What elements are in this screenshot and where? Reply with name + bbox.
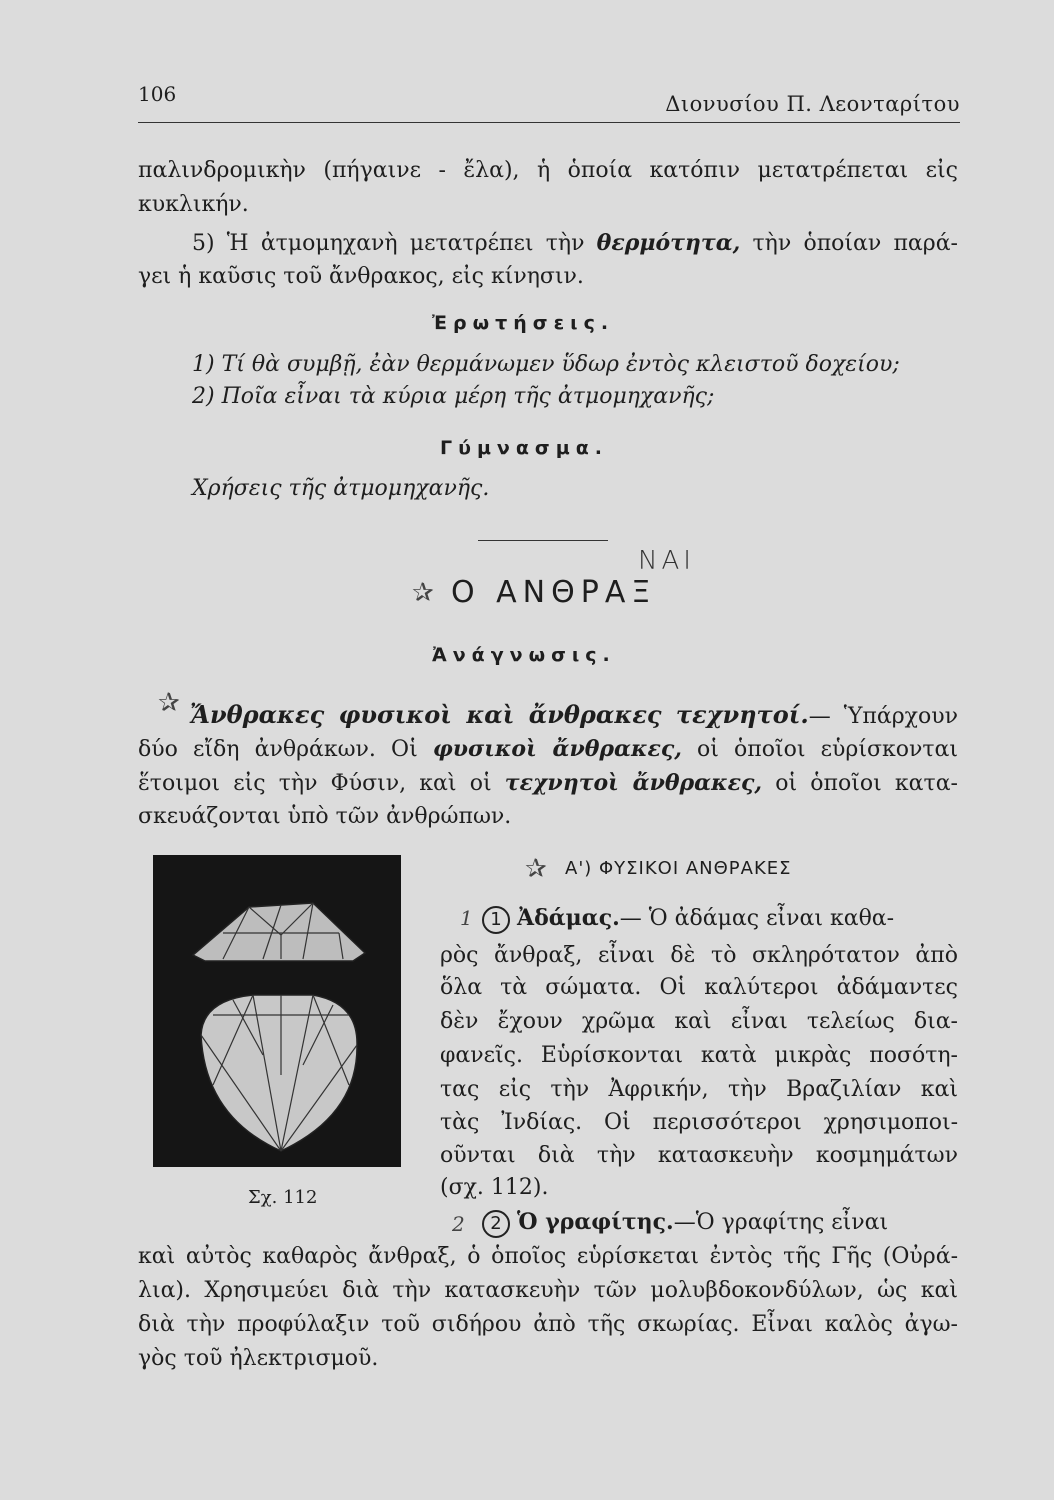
- point-5-text-c: τὴν ὁποίαν παρά-: [740, 231, 958, 256]
- item-number-circle: 2: [482, 1210, 510, 1238]
- reading-line-1-rest: — Ὑπάρχουν: [808, 704, 959, 729]
- reading-line-3: [138, 766, 958, 801]
- item-number-circle: 1: [482, 906, 510, 934]
- handwritten-note: ΝΑΙ: [638, 546, 695, 576]
- exercise-heading: Γύμνασμα.: [440, 437, 608, 459]
- grafitis-line: γὸς τοῦ ἠλεκτρισμοῦ.: [138, 1346, 379, 1371]
- section-divider: [478, 540, 608, 541]
- point-5-line-2: γει ἡ καῦσις τοῦ ἄνθρακος, εἰς κίνησιν.: [138, 264, 584, 289]
- adamas-line: φανεῖς. Εὑρίσκονται κατὰ μικρὰς ποσότη-: [440, 1043, 958, 1068]
- reading-line-4: σκευάζονται ὑπὸ τῶν ἀνθρώπων.: [138, 804, 512, 829]
- subsection-title: Α') ΦΥΣΙΚΟΙ ΑΝΘΡΑΚΕΣ: [565, 858, 792, 879]
- reading-title-bold: Ἄνθρακες φυσικοὶ καὶ ἄνθρακες τεχνητοί.: [190, 700, 809, 729]
- star-mark-icon: ✰: [158, 688, 180, 718]
- grafitis-line-1: [482, 1206, 958, 1239]
- reading-line-2-emphasis: φυσικοὶ ἄνθρακες,: [432, 736, 682, 762]
- intro-line-2: κυκλικήν.: [138, 192, 249, 217]
- diamond-illustration: [153, 855, 401, 1167]
- grafitis-line: λια). Χρησιμεύει διὰ τὴν κατασκευὴν τῶν μολυβδοκονδύλων, ὡς καὶ: [138, 1278, 958, 1303]
- reading-line-3-emphasis: τεχνητοὶ ἄνθρακες,: [504, 770, 763, 796]
- reading-line-1: [190, 698, 958, 734]
- point-5-emphasis: θερμότητα,: [596, 230, 741, 256]
- adamas-line: τὰς Ἰνδίας. Οἱ περισσότεροι χρησιμοποι-: [440, 1110, 958, 1135]
- section-title: Ο ΑΝΘΡΑΞ: [451, 575, 657, 610]
- exercise-text: Χρήσεις τῆς ἀτμομηχανῆς.: [192, 476, 490, 501]
- header-rule: [138, 122, 960, 123]
- adamas-line: οῦνται διὰ τὴν κατασκευὴν κοσμημάτων: [440, 1143, 958, 1168]
- adamas-line: δὲν ἔχουν χρῶμα καὶ εἶναι τελείως δια-: [440, 1009, 958, 1034]
- point-5-line-1: [192, 226, 958, 261]
- reading-line-2-a: δύο εἴδη ἀνθράκων. Οἱ: [138, 737, 433, 762]
- reading-line-2: [138, 732, 958, 767]
- grafitis-line: διὰ τὴν προφύλαξιν τοῦ σιδήρου ἀπὸ τῆς σκωρίας. Εἶναι καλὸς ἀγω-: [138, 1312, 958, 1337]
- adamas-line-1: [482, 902, 958, 935]
- reading-line-3-c: οἱ ὁποῖοι κατα-: [762, 771, 958, 796]
- grafitis-title: Ὁ γραφίτης.: [517, 1209, 674, 1235]
- grafitis-line: καὶ αὐτὸς καθαρὸς ἄνθραξ, ὁ ὁποῖος εὑρίσκεται ἐντὸς τῆς Γῆς (Οὐρά-: [138, 1244, 958, 1269]
- adamas-text: — Ὁ ἀδάμας εἶναι καθα-: [619, 906, 895, 931]
- question-2: 2) Ποῖα εἶναι τὰ κύρια μέρη τῆς ἀτμομηχανῆς;: [192, 384, 715, 409]
- figure-caption: Σχ. 112: [248, 1187, 318, 1208]
- intro-line-1: παλινδρομικὴν (πήγαινε - ἔλα), ἡ ὁποία κατόπιν μετατρέπεται εἰς: [138, 158, 958, 183]
- page-number: 106: [138, 82, 177, 106]
- star-mark-icon: ✰: [525, 854, 547, 884]
- grafitis-text: —Ὁ γραφίτης εἶναι: [673, 1210, 889, 1235]
- adamas-title: Ἀδάμας.: [517, 905, 620, 931]
- handwritten-number: 1: [460, 906, 473, 930]
- running-title: Διονυσίου Π. Λεονταρίτου: [665, 92, 960, 116]
- adamas-line: ρὸς ἄνθραξ, εἶναι δὲ τὸ σκληρότατον ἀπὸ: [440, 943, 958, 968]
- handwritten-number: 2: [452, 1212, 465, 1236]
- reading-line-3-a: ἕτοιμοι εἰς τὴν Φύσιν, καὶ οἱ: [138, 771, 505, 796]
- adamas-line: τας εἰς τὴν Ἀφρικήν, τὴν Βραζιλίαν καὶ: [440, 1077, 958, 1102]
- question-1: 1) Τί θὰ συμβῇ, ἐὰν θερμάνωμεν ὕδωρ ἐντὸς κλειστοῦ δοχείου;: [192, 352, 900, 377]
- questions-heading: Ἐρωτήσεις.: [432, 312, 615, 334]
- adamas-line: (σχ. 112).: [440, 1175, 549, 1200]
- point-5-text-a: 5) Ἡ ἀτμομηχανὴ μετατρέπει τὴν: [192, 231, 597, 256]
- reading-line-2-c: οἱ ὁποῖοι εὑρίσκονται: [681, 737, 958, 762]
- adamas-line: ὅλα τὰ σώματα. Οἱ καλύτεροι ἀδάμαντες: [440, 975, 958, 1000]
- reading-heading: Ἀνάγνωσις.: [432, 644, 616, 666]
- page-header: [138, 82, 960, 122]
- star-mark-icon: ✰: [412, 578, 434, 608]
